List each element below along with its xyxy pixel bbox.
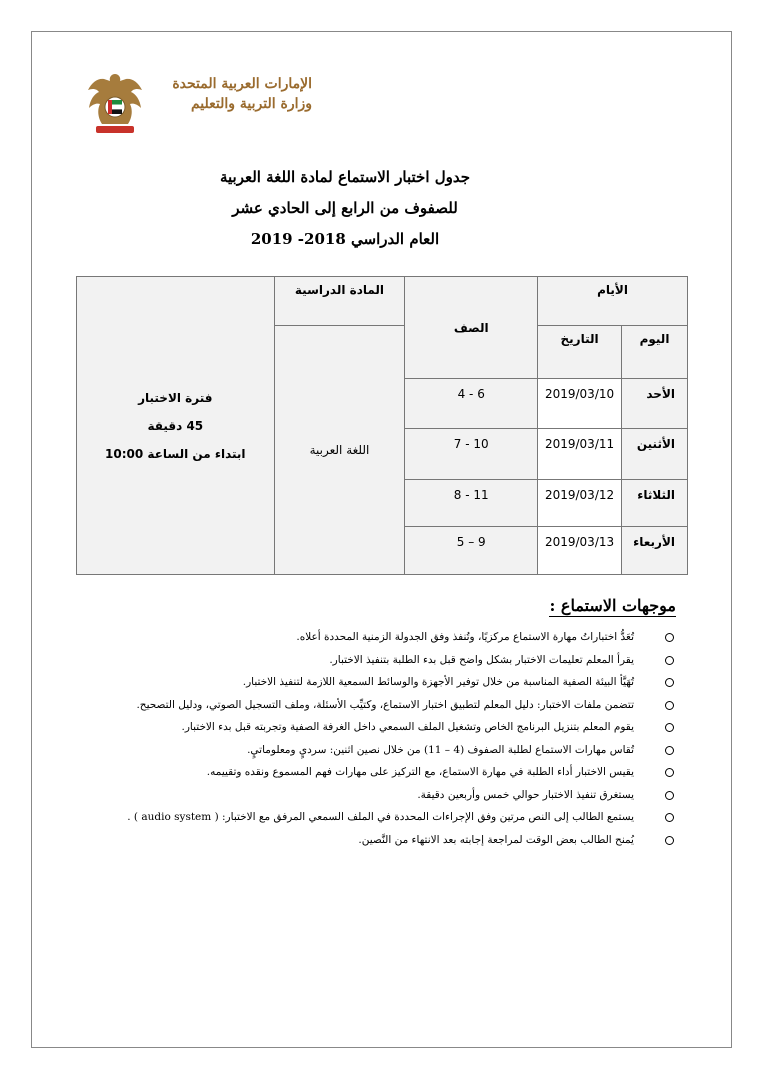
list-item: يستغرق تنفيذ الاختبار حوالي خمس وأربعين دقيقة. [70, 784, 672, 807]
day-cell: الأربعاء [622, 527, 688, 575]
list-item: تُقاس مهارات الاستماع لطلبة الصفوف (4 – 11) من خلال نصين اثنين: سرديٍ ومعلوماتيٍ. [70, 739, 672, 762]
days-header: الأيام [538, 277, 688, 326]
list-item: تُهَيَّأ البيئة الصفية المناسبة من خلال توفير الأجهزة والوسائط السمعية اللازمة لتنفيذ الاختبار. [70, 671, 672, 694]
list-item: يُمنح الطالب بعض الوقت لمراجعة إجابته بعد الانتهاء من النَّصين. [70, 829, 672, 852]
day-cell: الأثنين [622, 429, 688, 480]
day-header: اليوم [622, 326, 688, 379]
bullet-icon [665, 678, 674, 687]
document-titles [80, 162, 610, 255]
notes-title: موجهات الاستماع : [549, 596, 676, 615]
grade-header: الصف [405, 277, 538, 379]
bullet-icon [665, 813, 674, 822]
period-label: فترة الاختبار [138, 390, 213, 405]
date-header: التاريخ [538, 326, 622, 379]
period-duration: 45 دقيقة [147, 418, 204, 433]
country-name: الإمارات العربية المتحدة [172, 76, 312, 92]
bullet-icon [665, 791, 674, 800]
bullet-icon [665, 768, 674, 777]
day-cell: الثلاثاء [622, 480, 688, 527]
academic-year: العام الدراسي 2018- 2019 [250, 230, 440, 248]
list-item: يستمع الطالب إلى النص مرتين وفق الإجراءات المحددة في الملف السمعي المرفق مع الاختبار: ( audio system ) . [70, 806, 672, 829]
date-cell: 2019/03/10 [538, 379, 622, 429]
schedule-table [76, 276, 688, 575]
list-item: يقيس الاختبار أداء الطلبة في مهارة الاستماع، مع التركيز على مهارات فهم المسموع ونقده وتقييمه. [70, 761, 672, 784]
bullet-icon [665, 633, 674, 642]
bullet-icon [665, 836, 674, 845]
falcon-emblem-icon [84, 70, 146, 138]
test-period-cell [77, 277, 275, 575]
grades-subtitle: للصفوف من الرابع إلى الحادي عشر [232, 199, 458, 217]
bullet-icon [665, 656, 674, 665]
date-cell: 2019/03/11 [538, 429, 622, 480]
main-title: جدول اختبار الاستماع لمادة اللغة العربية [219, 168, 471, 186]
date-cell: 2019/03/12 [538, 480, 622, 527]
notes-list [70, 626, 672, 851]
list-item: يقوم المعلم بتنزيل البرنامج الخاص وتشغيل الملف السمعي داخل الغرفة الصفية وتجربته قبل بدء الاختبار. [70, 716, 672, 739]
subject-header: المادة الدراسية [274, 277, 405, 326]
bullet-icon [665, 701, 674, 710]
ministry-name [152, 74, 312, 114]
day-cell: الأحد [622, 379, 688, 429]
grade-cell: 11 - 8 [405, 480, 538, 527]
grade-cell: 6 - 4 [405, 379, 538, 429]
bullet-icon [665, 746, 674, 755]
list-item: يقرأ المعلم تعليمات الاختبار بشكل واضح قبل بدء الطلبة بتنفيذ الاختبار. [70, 649, 672, 672]
period-start: ابتداء من الساعة 10:00 [105, 446, 246, 461]
subject-cell: اللغة العربية [274, 326, 405, 575]
ministry-title: وزارة التربية والتعليم [190, 96, 312, 112]
list-item: تُعَدُّ اختباراتُ مهارة الاستماع مركزيًا، وتُنفذ وفق الجدولة الزمنية المحددة أعلاه. [70, 626, 672, 649]
grade-cell: 9 – 5 [405, 527, 538, 575]
ministry-logo [84, 70, 314, 140]
date-cell: 2019/03/13 [538, 527, 622, 575]
grade-cell: 10 - 7 [405, 429, 538, 480]
bullet-icon [665, 723, 674, 732]
list-item: تتضمن ملفات الاختبار: دليل المعلم لتطبيق اختبار الاستماع، وكتيِّب الأسئلة، وملف التسجيل الصوتي، ودليل التصحيح. [70, 694, 672, 717]
